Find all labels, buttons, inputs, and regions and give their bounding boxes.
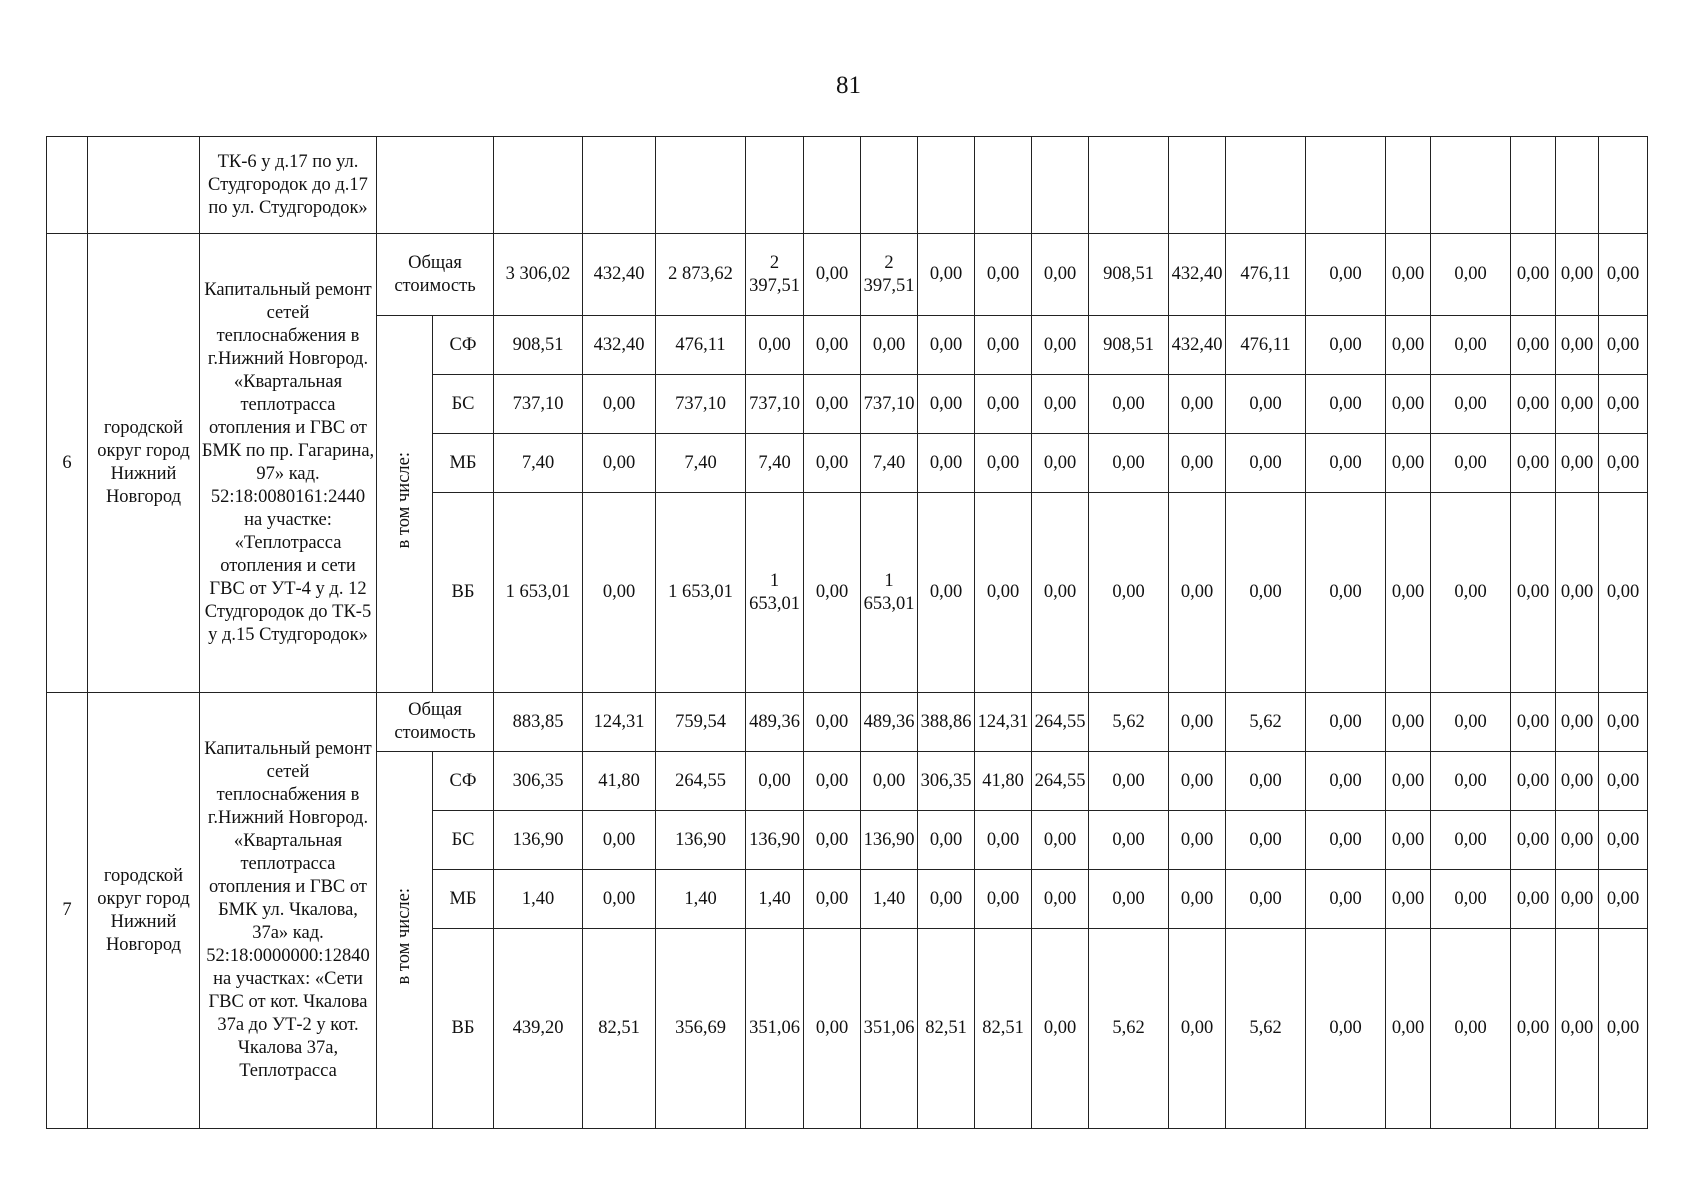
value-cell: 0,00 — [1226, 811, 1306, 870]
value-cell: 7,40 — [494, 434, 583, 493]
cell-value — [746, 137, 804, 234]
value-cell: 0,00 — [861, 752, 918, 811]
value-cell: 0,00 — [918, 811, 975, 870]
value-cell: 0,00 — [1226, 434, 1306, 493]
value-cell: 0,00 — [918, 434, 975, 493]
value-cell: 0,00 — [1431, 493, 1511, 693]
cell-description: ТК-6 у д.17 по ул. Студгородок до д.17 по ул. Студгородок» — [200, 137, 377, 234]
value-cell: 0,00 — [1511, 316, 1556, 375]
value-cell: 0,00 — [1556, 693, 1599, 752]
value-cell: 264,55 — [1032, 752, 1089, 811]
funding-source-label: ВБ — [433, 929, 494, 1129]
value-cell: 0,00 — [1306, 434, 1386, 493]
value-cell: 0,00 — [1169, 693, 1226, 752]
value-cell: 136,90 — [746, 811, 804, 870]
value-cell: 0,00 — [1032, 493, 1089, 693]
value-cell: 82,51 — [975, 929, 1032, 1129]
cell-value — [583, 137, 656, 234]
value-cell: 0,00 — [1032, 929, 1089, 1129]
value-cell: 0,00 — [1599, 434, 1648, 493]
value-cell: 0,00 — [1169, 434, 1226, 493]
value-cell: 432,40 — [583, 316, 656, 375]
value-cell: 0,00 — [1089, 811, 1169, 870]
value-cell: 908,51 — [1089, 316, 1169, 375]
value-cell: 136,90 — [494, 811, 583, 870]
budget-table — [46, 136, 1648, 1129]
value-cell: 0,00 — [1226, 375, 1306, 434]
value-cell: 737,10 — [656, 375, 746, 434]
cell-value — [1089, 137, 1169, 234]
value-cell: 0,00 — [804, 375, 861, 434]
value-cell: 432,40 — [1169, 234, 1226, 316]
value-cell: 136,90 — [861, 811, 918, 870]
value-cell: 0,00 — [1386, 234, 1431, 316]
value-cell: 0,00 — [1599, 929, 1648, 1129]
budget-table-container — [46, 136, 1648, 1129]
value-cell: 82,51 — [918, 929, 975, 1129]
value-cell: 7,40 — [746, 434, 804, 493]
value-cell: 0,00 — [1556, 870, 1599, 929]
cell-value — [1032, 137, 1089, 234]
value-cell: 0,00 — [1386, 434, 1431, 493]
value-cell: 759,54 — [656, 693, 746, 752]
value-cell: 1 653,01 — [494, 493, 583, 693]
value-cell: 908,51 — [494, 316, 583, 375]
value-cell: 432,40 — [1169, 316, 1226, 375]
value-cell: 0,00 — [1169, 493, 1226, 693]
value-cell: 0,00 — [1431, 434, 1511, 493]
value-cell: 0,00 — [1089, 752, 1169, 811]
value-cell: 0,00 — [1511, 493, 1556, 693]
value-cell: 0,00 — [918, 493, 975, 693]
value-cell: 0,00 — [1599, 493, 1648, 693]
value-cell: 0,00 — [1306, 234, 1386, 316]
value-cell: 0,00 — [804, 870, 861, 929]
value-cell: 0,00 — [1306, 375, 1386, 434]
value-cell: 41,80 — [583, 752, 656, 811]
table-row — [47, 693, 1648, 752]
value-cell: 439,20 — [494, 929, 583, 1129]
table-row — [47, 234, 1648, 316]
value-cell: 0,00 — [1386, 375, 1431, 434]
cell-municipality — [88, 137, 200, 234]
including-label — [377, 316, 433, 693]
page-number: 81 — [836, 72, 861, 99]
value-cell: 0,00 — [918, 375, 975, 434]
value-cell: 0,00 — [1431, 929, 1511, 1129]
value-cell: 0,00 — [1226, 493, 1306, 693]
value-cell: 0,00 — [583, 434, 656, 493]
cell-value — [1169, 137, 1226, 234]
value-cell: 737,10 — [494, 375, 583, 434]
value-cell: 0,00 — [975, 375, 1032, 434]
value-cell: 0,00 — [1169, 870, 1226, 929]
cell-value — [1226, 137, 1306, 234]
value-cell: 908,51 — [1089, 234, 1169, 316]
value-cell: 0,00 — [1306, 870, 1386, 929]
value-cell: 0,00 — [583, 493, 656, 693]
cell-value — [494, 137, 583, 234]
value-cell: 0,00 — [975, 493, 1032, 693]
funding-source-label: ВБ — [433, 493, 494, 693]
project-description: Капитальный ремонт сетей теплоснабжения в г.Нижний Новгород. «Квартальная теплотрасса отопления и ГВС от БМК по пр. Гагарина, 97» кад. 52:18:0080161:2440 на участке: «Теплотрасса отопления и сети ГВС от УТ-4 у д. 12 Студгородок до ТК-5 у д.15 Студгородок» — [200, 234, 377, 693]
cell-value — [1511, 137, 1556, 234]
total-cost-label: Общая стоимость — [377, 234, 494, 316]
value-cell: 306,35 — [918, 752, 975, 811]
value-cell: 0,00 — [1556, 234, 1599, 316]
cell-num — [47, 137, 88, 234]
project-municipality: городской округ город Нижний Новгород — [88, 234, 200, 693]
value-cell: 0,00 — [1306, 811, 1386, 870]
value-cell: 0,00 — [1511, 870, 1556, 929]
value-cell: 1,40 — [746, 870, 804, 929]
project-number: 6 — [47, 234, 88, 693]
value-cell: 0,00 — [583, 811, 656, 870]
value-cell: 0,00 — [1599, 316, 1648, 375]
value-cell: 388,86 — [918, 693, 975, 752]
value-cell: 351,06 — [746, 929, 804, 1129]
value-cell: 2 397,51 — [746, 234, 804, 316]
value-cell: 0,00 — [1431, 316, 1511, 375]
value-cell: 0,00 — [1511, 693, 1556, 752]
cell-value — [975, 137, 1032, 234]
value-cell: 0,00 — [746, 316, 804, 375]
value-cell: 0,00 — [1032, 316, 1089, 375]
including-label-text: в том числе: — [394, 888, 414, 985]
value-cell: 0,00 — [1511, 234, 1556, 316]
value-cell: 0,00 — [1032, 375, 1089, 434]
value-cell: 5,62 — [1089, 929, 1169, 1129]
value-cell: 0,00 — [804, 316, 861, 375]
value-cell: 0,00 — [1556, 434, 1599, 493]
value-cell: 0,00 — [1599, 752, 1648, 811]
value-cell: 0,00 — [1511, 811, 1556, 870]
value-cell: 0,00 — [1386, 870, 1431, 929]
value-cell: 5,62 — [1226, 693, 1306, 752]
value-cell: 1 653,01 — [746, 493, 804, 693]
value-cell: 264,55 — [1032, 693, 1089, 752]
funding-source-label: МБ — [433, 870, 494, 929]
value-cell: 5,62 — [1226, 929, 1306, 1129]
value-cell: 0,00 — [1431, 234, 1511, 316]
including-label — [377, 752, 433, 1129]
cell-value — [918, 137, 975, 234]
value-cell: 0,00 — [1556, 316, 1599, 375]
value-cell: 0,00 — [804, 493, 861, 693]
value-cell: 1 653,01 — [861, 493, 918, 693]
value-cell: 476,11 — [1226, 234, 1306, 316]
value-cell: 737,10 — [861, 375, 918, 434]
cell-value — [804, 137, 861, 234]
value-cell: 0,00 — [1386, 493, 1431, 693]
value-cell: 0,00 — [804, 811, 861, 870]
value-cell: 0,00 — [1306, 316, 1386, 375]
value-cell: 264,55 — [656, 752, 746, 811]
value-cell: 0,00 — [1306, 493, 1386, 693]
value-cell: 1,40 — [861, 870, 918, 929]
cell-value — [1599, 137, 1648, 234]
value-cell: 0,00 — [804, 752, 861, 811]
value-cell: 0,00 — [918, 234, 975, 316]
value-cell: 0,00 — [1386, 929, 1431, 1129]
cell-value — [1431, 137, 1511, 234]
value-cell: 136,90 — [656, 811, 746, 870]
value-cell: 0,00 — [1431, 693, 1511, 752]
funding-source-label: СФ — [433, 752, 494, 811]
value-cell: 41,80 — [975, 752, 1032, 811]
value-cell: 0,00 — [975, 434, 1032, 493]
value-cell: 351,06 — [861, 929, 918, 1129]
value-cell: 0,00 — [1089, 434, 1169, 493]
value-cell: 0,00 — [1431, 375, 1511, 434]
funding-source-label: СФ — [433, 316, 494, 375]
value-cell: 0,00 — [975, 234, 1032, 316]
value-cell: 0,00 — [1556, 752, 1599, 811]
value-cell: 0,00 — [1556, 811, 1599, 870]
value-cell: 0,00 — [1226, 752, 1306, 811]
value-cell: 0,00 — [804, 434, 861, 493]
value-cell: 476,11 — [656, 316, 746, 375]
value-cell: 0,00 — [1511, 752, 1556, 811]
value-cell: 476,11 — [1226, 316, 1306, 375]
including-label-text: в том числе: — [394, 452, 414, 549]
project-description: Капитальный ремонт сетей теплоснабжения в г.Нижний Новгород. «Квартальная теплотрасса отопления и ГВС от БМК ул. Чкалова, 37а» кад. 52:18:0000000:12840 на участках: «Сети ГВС от кот. Чкалова 37а до УТ-2 у кот. Чкалова 37а, Теплотрасса — [200, 693, 377, 1129]
value-cell: 0,00 — [1386, 693, 1431, 752]
value-cell: 0,00 — [975, 316, 1032, 375]
total-cost-label: Общая стоимость — [377, 693, 494, 752]
value-cell: 0,00 — [1431, 811, 1511, 870]
funding-source-label: МБ — [433, 434, 494, 493]
value-cell: 0,00 — [804, 929, 861, 1129]
project-municipality: городской округ город Нижний Новгород — [88, 693, 200, 1129]
value-cell: 0,00 — [1032, 234, 1089, 316]
value-cell: 0,00 — [1599, 375, 1648, 434]
value-cell: 0,00 — [1431, 752, 1511, 811]
value-cell: 0,00 — [1089, 493, 1169, 693]
value-cell: 82,51 — [583, 929, 656, 1129]
value-cell: 1,40 — [494, 870, 583, 929]
value-cell: 0,00 — [1032, 434, 1089, 493]
value-cell: 0,00 — [1386, 316, 1431, 375]
value-cell: 883,85 — [494, 693, 583, 752]
value-cell: 0,00 — [1169, 375, 1226, 434]
value-cell: 0,00 — [1599, 870, 1648, 929]
value-cell: 0,00 — [1599, 234, 1648, 316]
cell-value — [1556, 137, 1599, 234]
value-cell: 0,00 — [746, 752, 804, 811]
cell-value — [1386, 137, 1431, 234]
value-cell: 432,40 — [583, 234, 656, 316]
value-cell: 0,00 — [1306, 752, 1386, 811]
cell-value — [861, 137, 918, 234]
value-cell: 0,00 — [1169, 752, 1226, 811]
value-cell: 0,00 — [1306, 929, 1386, 1129]
value-cell: 7,40 — [656, 434, 746, 493]
funding-source-label: БС — [433, 811, 494, 870]
value-cell: 1 653,01 — [656, 493, 746, 693]
value-cell: 0,00 — [1431, 870, 1511, 929]
value-cell: 3 306,02 — [494, 234, 583, 316]
value-cell: 2 397,51 — [861, 234, 918, 316]
value-cell: 0,00 — [1306, 693, 1386, 752]
value-cell: 489,36 — [861, 693, 918, 752]
value-cell: 0,00 — [1032, 811, 1089, 870]
cell-value — [1306, 137, 1386, 234]
value-cell: 356,69 — [656, 929, 746, 1129]
value-cell: 0,00 — [1511, 375, 1556, 434]
value-cell: 0,00 — [1169, 811, 1226, 870]
value-cell: 737,10 — [746, 375, 804, 434]
value-cell: 0,00 — [918, 316, 975, 375]
value-cell: 0,00 — [918, 870, 975, 929]
cell-label — [377, 137, 494, 234]
value-cell: 0,00 — [583, 375, 656, 434]
continuation-row — [47, 137, 1648, 234]
value-cell: 5,62 — [1089, 693, 1169, 752]
value-cell: 0,00 — [1386, 811, 1431, 870]
value-cell: 0,00 — [975, 811, 1032, 870]
value-cell: 0,00 — [583, 870, 656, 929]
value-cell: 0,00 — [1032, 870, 1089, 929]
value-cell: 0,00 — [1556, 375, 1599, 434]
value-cell: 0,00 — [1169, 929, 1226, 1129]
value-cell: 489,36 — [746, 693, 804, 752]
value-cell: 0,00 — [975, 870, 1032, 929]
value-cell: 0,00 — [1556, 493, 1599, 693]
value-cell: 0,00 — [1511, 434, 1556, 493]
funding-source-label: БС — [433, 375, 494, 434]
value-cell: 2 873,62 — [656, 234, 746, 316]
value-cell: 0,00 — [1556, 929, 1599, 1129]
value-cell: 0,00 — [1089, 375, 1169, 434]
cell-value — [656, 137, 746, 234]
value-cell: 0,00 — [1089, 870, 1169, 929]
value-cell: 0,00 — [804, 234, 861, 316]
value-cell: 306,35 — [494, 752, 583, 811]
value-cell: 1,40 — [656, 870, 746, 929]
value-cell: 0,00 — [1599, 693, 1648, 752]
value-cell: 124,31 — [583, 693, 656, 752]
value-cell: 0,00 — [1511, 929, 1556, 1129]
value-cell: 0,00 — [1599, 811, 1648, 870]
value-cell: 0,00 — [1226, 870, 1306, 929]
value-cell: 0,00 — [804, 693, 861, 752]
value-cell: 0,00 — [1386, 752, 1431, 811]
value-cell: 7,40 — [861, 434, 918, 493]
value-cell: 0,00 — [861, 316, 918, 375]
value-cell: 124,31 — [975, 693, 1032, 752]
project-number: 7 — [47, 693, 88, 1129]
